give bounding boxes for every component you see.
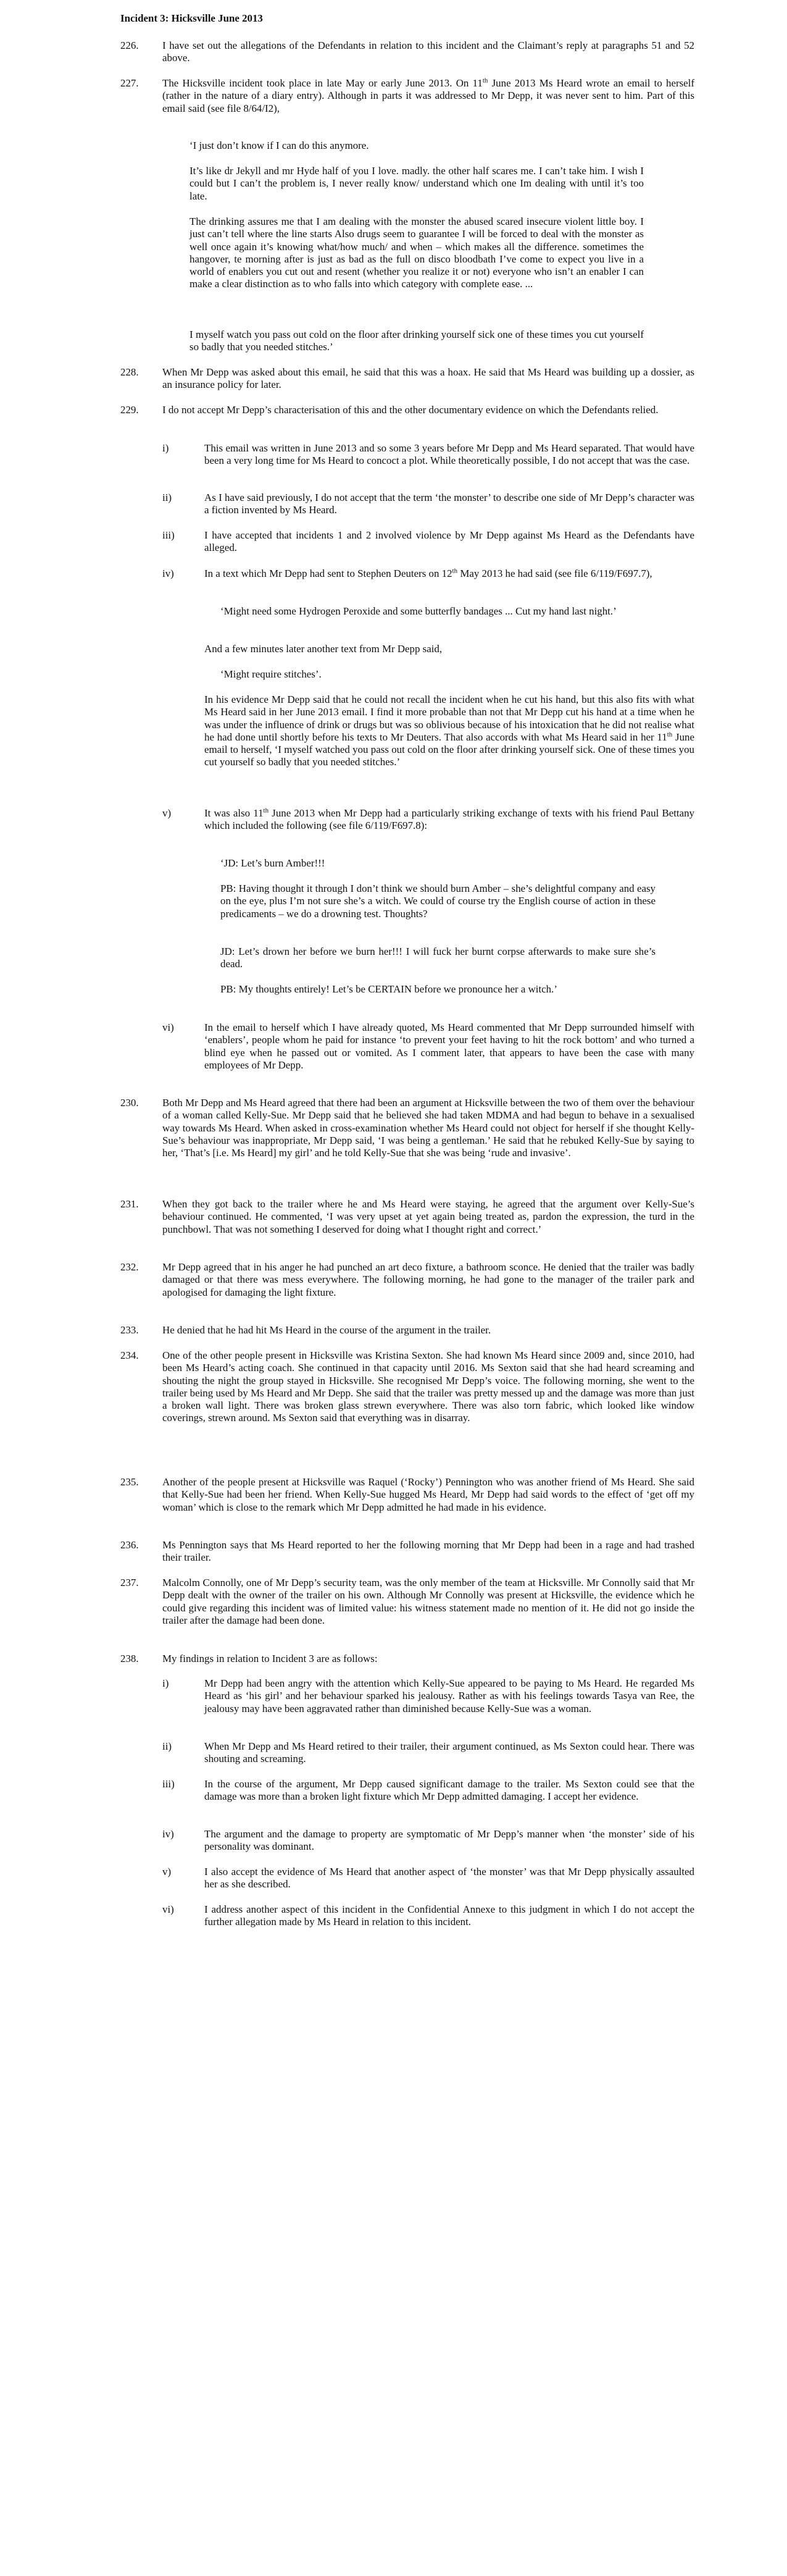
subparagraph-number: v) <box>162 807 172 819</box>
paragraph-text: In a text which Mr Depp had sent to Stephen Deuters on 12 <box>204 568 452 579</box>
subparagraph-number: vi) <box>162 1022 174 1033</box>
subparagraph-text: I also accept the evidence of Ms Heard that another aspect of ‘the monster’ was that Mr Depp physically assaulted her as she described. <box>204 1866 694 1890</box>
paragraph-232 <box>162 1261 694 1299</box>
subparagraph-text <box>204 807 694 833</box>
paragraph-236 <box>162 1539 694 1564</box>
paragraph-228 <box>162 366 694 392</box>
paragraph-text: I do not accept Mr Depp’s characterisation of this and the other documentary evidence on which the Defendants relied. <box>162 404 659 416</box>
subparagraph-text: In the email to herself which I have already quoted, Ms Heard commented that Mr Depp surrounded himself with ‘enablers’, people whom he paid for instance ‘to prevent your feet having to hit the rock bottom’ and who turned a blind eye when he passed out or vomited. As I comment later, that appears to have been the case with many employees of Mr Depp. <box>204 1022 694 1071</box>
email-quote: The drinking assures me that I am dealing with the monster the abused scared insecure violent little boy. I just can’t tell where the line starts Also drugs seem to guarantee I will be forced to deal with the monster as well once again it’s knowing what/how much/ and when – which makes all the difference. sometimes the hangover, te morning after is just as bad as the full on disco bloodbath I’ve come to expect you live in a world of enablers you cut out and resent (whether you realize it or not) everyone who isn’t an enabler I can make a clear distinction as to who falls into which category with complete ease. ... <box>189 216 644 290</box>
superscript: th <box>263 807 269 815</box>
paragraph-229 <box>162 404 694 416</box>
email-quote: ‘I just don’t know if I can do this anymore. <box>189 140 369 151</box>
email-quote: I myself watch you pass out cold on the floor after drinking yourself sick one of these times you cut yourself so badly that you needed stitches.’ <box>189 329 644 353</box>
paragraph-238 <box>162 1653 694 1665</box>
subparagraph-text: Mr Depp had been angry with the attention which Kelly-Sue appeared to be paying to Ms Heard. He regarded Ms Heard as ‘his girl’ and her behaviour sparked his jealousy. Rather as with his feelings towards Tasya van Ree, the jealousy may have been aggravated rather than diminished because Kelly-Sue was a woman. <box>204 1677 694 1714</box>
paragraph-number: 232. <box>120 1261 139 1273</box>
subparagraph-text <box>204 694 694 769</box>
paragraph-237 <box>162 1577 694 1627</box>
paragraph-234 <box>162 1349 694 1425</box>
paragraph-number: 235. <box>120 1476 139 1488</box>
paragraph-text: In his evidence Mr Depp said that he could not recall the incident when he cut his hand, but this also fits with what Ms Heard said in her June 2013 email. I find it more probable than not that Mr Depp cut his hand at a time when he was under the influence of drink or drugs but was so oblivious because of his intoxication that he did not realise what he had done until shortly before his texts to Mr Deuters. That also accords with what Ms Heard said in her 11 <box>204 694 694 743</box>
paragraph-text: Both Mr Depp and Ms Heard agreed that there had been an argument at Hicksville between the two of them over the behaviour of a woman called Kelly-Sue. Mr Depp said that he believed she had taken MDMA and had begun to behave in a sexualised way towards Ms Heard. When asked in cross-examination whether Ms Heard could not object for herself if she thought Kelly-Sue’s behaviour was inappropriate, Mr Depp said, ‘I was being a gentleman.’ He said that he rebuked Kelly-Sue by saying to her, ‘That’s [i.e. Ms Heard] my girl’ and he told Kelly-Sue that she was being ‘rude and invasive’. <box>162 1097 694 1159</box>
paragraph-text: Ms Pennington says that Ms Heard reported to her the following morning that Mr Depp had been in a rage and had trashed their trailer. <box>162 1539 694 1564</box>
subparagraph-text: In the course of the argument, Mr Depp caused significant damage to the trailer. Ms Sexton could see that the damage was more than a broken light fixture which Mr Depp admitted damaging. I accept her evidence. <box>204 1778 694 1803</box>
paragraph-number: 236. <box>120 1539 139 1551</box>
paragraph-230 <box>162 1097 694 1159</box>
paragraph-number: 229. <box>120 404 139 416</box>
paragraph-text: Malcolm Connolly, one of Mr Depp’s security team, was the only member of the team at Hicksville. Mr Connolly said that Mr Depp dealt with the owner of the trailer on his own. Although Mr Connolly was present at Hicksville, the evidence which he could give regarding this incident was of limited value: his witness statement made no mention of it. He did not go inside the trailer after the damage had been done. <box>162 1577 694 1626</box>
text-message-quote: PB: Having thought it through I don’t think we should burn Amber – she’s delightful company and easy on the eye, plus I’m not sure she’s a witch. We could of course try the English course of action in these predicaments – we do a drowning test. Thoughts? <box>220 883 656 920</box>
subparagraph-text: This email was written in June 2013 and so some 3 years before Mr Depp and Ms Heard separated. That would have been a very long time for Ms Heard to concoct a plot. While theoretically possible, I do not accept that was the case. <box>204 442 694 467</box>
subparagraph-number: vi) <box>162 1903 174 1915</box>
text-message-quote: JD: Let’s drown her before we burn her!!! I will fuck her burnt corpse afterwards to make sure she’s dead. <box>220 946 656 970</box>
subparagraph-number: i) <box>162 442 169 454</box>
subparagraph-number: ii) <box>162 1740 172 1752</box>
paragraph-text: May 2013 he had said (see file 6/119/F697.7), <box>457 568 652 579</box>
paragraph-text: June 2013 Ms Heard wrote an email to herself (rather in the nature of a diary entry). Although in parts it was addressed to Mr Depp, it was never sent to him. Part of this email said (see file 8/64/I2), <box>162 77 694 114</box>
paragraph-number: 230. <box>120 1097 139 1109</box>
paragraph-text: Another of the people present at Hicksville was Raquel (‘Rocky’) Pennington who was another friend of Ms Heard. She said that Kelly-Sue had been her friend. When Kelly-Sue hugged Ms Heard, Mr Depp had said words to the effect of ‘get off my woman’ which is close to the remark which Mr Depp admitted he had made in his evidence. <box>162 1476 694 1513</box>
paragraph-number: 226. <box>120 40 139 51</box>
paragraph-text: My findings in relation to Incident 3 are as follows: <box>162 1653 378 1664</box>
paragraph-number: 227. <box>120 77 139 89</box>
paragraph-number: 231. <box>120 1198 139 1210</box>
text-message-quote: PB: My thoughts entirely! Let’s be CERTAIN before we pronounce her a witch.’ <box>220 983 557 995</box>
subparagraph-number: v) <box>162 1866 172 1877</box>
subparagraph-text: The argument and the damage to property are symptomatic of Mr Depp’s manner when ‘the monster’ side of his personality was dominant. <box>204 1828 694 1853</box>
paragraph-text: When they got back to the trailer where he and Ms Heard were staying, he agreed that the argument over Kelly-Sue’s behaviour continued. He commented, ‘I was very upset at yet again being treated as, pardon the expression, the turd in the punchbowl. That was not something I deserved for doing what I thought right and correct.’ <box>162 1198 694 1235</box>
paragraph-text: Mr Depp agreed that in his anger he had punched an art deco fixture, a bathroom sconce. He denied that the trailer was badly damaged or that there was mess everywhere. The following morning, he had gone to the manager of the trailer park and apologised for damaging the light fixture. <box>162 1261 694 1298</box>
subparagraph-number: iv) <box>162 1828 174 1840</box>
paragraph-233 <box>162 1324 694 1336</box>
paragraph-text: June 2013 when Mr Depp had a particularly striking exchange of texts with his friend Paul Bettany which included the following (see file 6/119/F697.8): <box>204 807 694 832</box>
paragraph-text: June email to herself, ‘I myself watched you pass out cold on the floor after drinking yourself sick. One of these times you cut yourself so badly that you needed stitches.’ <box>204 731 694 768</box>
superscript: th <box>482 77 488 85</box>
subparagraph-text: When Mr Depp and Ms Heard retired to their trailer, their argument continued, as Ms Sexton could hear. There was shouting and screaming. <box>204 1740 694 1765</box>
paragraph-number: 237. <box>120 1577 139 1588</box>
text-message-quote: ‘JD: Let’s burn Amber!!! <box>220 857 325 869</box>
paragraph-text: I have set out the allegations of the Defendants in relation to this incident and the Claimant’s reply at paragraphs 51 and 52 above. <box>162 40 694 64</box>
paragraph-227 <box>162 77 694 115</box>
subparagraph-text: I have accepted that incidents 1 and 2 involved violence by Mr Depp against Ms Heard as the Defendants have alleged. <box>204 529 694 554</box>
paragraph-226 <box>162 40 694 65</box>
paragraph-text: It was also 11 <box>204 807 264 819</box>
subparagraph-number: iii) <box>162 1778 175 1790</box>
text-message-quote: ‘Might require stitches’. <box>220 668 322 680</box>
subparagraph-text: I address another aspect of this incident in the Confidential Annexe to this judgment in which I do not accept the further allegation made by Ms Heard in relation to this incident. <box>204 1903 694 1928</box>
subparagraph-text: And a few minutes later another text from Mr Depp said, <box>204 643 443 655</box>
paragraph-number: 228. <box>120 366 139 378</box>
paragraph-text: The Hicksville incident took place in late May or early June 2013. On 11 <box>162 77 483 89</box>
paragraph-231 <box>162 1198 694 1236</box>
paragraph-text: One of the other people present in Hicksville was Kristina Sexton. She had known Ms Heard since 2009 and, since 2010, had been Ms Heard’s acting coach. She continued in that capacity until 2016. Ms Sexton said that she had heard screaming and shouting the night the group stayed in Hicksville. She recognised Mr Depp’s voice. The following morning, she went to the trailer being used by Ms Heard and Mr Depp. She said that the trailer was pretty messed up and the damage was more than just a broken wall light. There was broken glass strewn everywhere. There was also torn fabric, which looked like window coverings, strewn around. Ms Sexton said that everything was in disarray. <box>162 1349 694 1424</box>
paragraph-number: 238. <box>120 1653 139 1664</box>
text-message-quote: ‘Might need some Hydrogen Peroxide and some butterfly bandages ... Cut my hand last night.’ <box>220 605 617 617</box>
subparagraph-text: As I have said previously, I do not accept that the term ‘the monster’ to describe one side of Mr Depp’s character was a fiction invented by Ms Heard. <box>204 492 694 516</box>
subparagraph-text <box>204 568 694 580</box>
subparagraph-number: iii) <box>162 529 175 541</box>
section-heading: Incident 3: Hicksville June 2013 <box>120 12 263 24</box>
paragraph-text: When Mr Depp was asked about this email, he said that this was a hoax. He said that Ms Heard was building up a dossier, as an insurance policy for later. <box>162 366 694 391</box>
subparagraph-number: ii) <box>162 492 172 503</box>
superscript: th <box>667 731 673 739</box>
paragraph-number: 233. <box>120 1324 139 1336</box>
email-quote: It’s like dr Jekyll and mr Hyde half of you I love. madly. the other half scares me. I can’t take him. I wish I could but I can’t the problem is, I never really know/ understand which one Im dealing with until it’s too late. <box>189 165 644 202</box>
paragraph-number: 234. <box>120 1349 139 1361</box>
paragraph-text: He denied that he had hit Ms Heard in the course of the argument in the trailer. <box>162 1324 491 1336</box>
subparagraph-number: iv) <box>162 568 174 579</box>
superscript: th <box>452 567 458 575</box>
subparagraph-number: i) <box>162 1677 169 1689</box>
paragraph-235 <box>162 1476 694 1514</box>
